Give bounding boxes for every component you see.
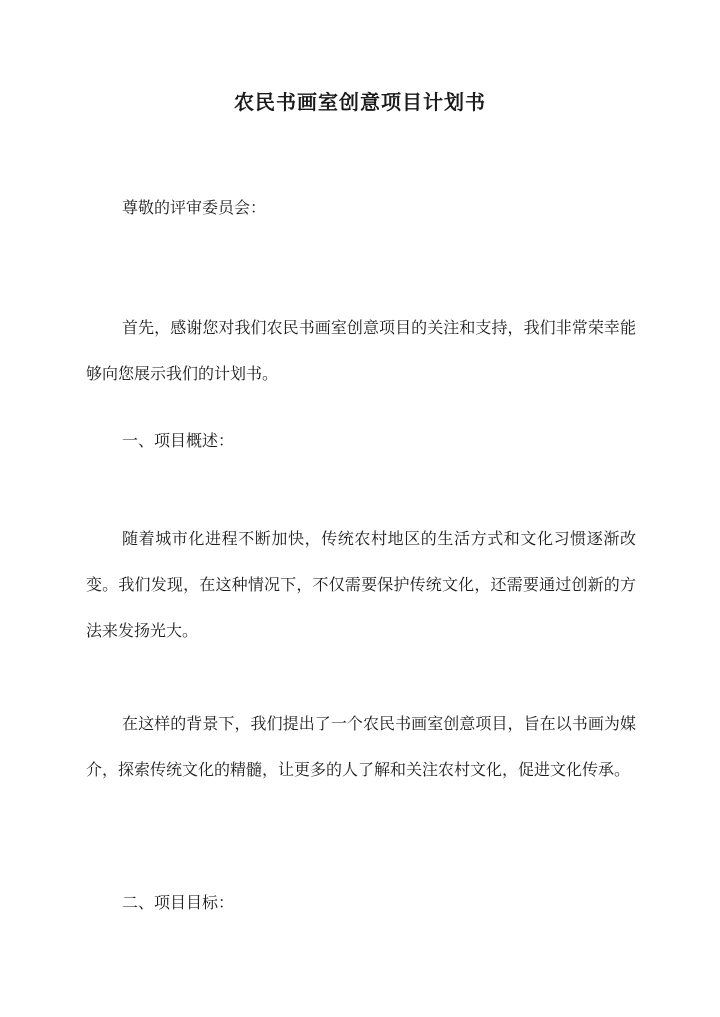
section-heading-overview: 一、项目概述： <box>122 431 235 450</box>
overview-paragraph-1: 随着城市化进程不断加快，传统农村地区的生活方式和文化习惯逐渐改变。我们发现，在这种情况下，不仅需要保护传统文化，还需要通过创新的方法来发扬光大。 <box>86 529 636 640</box>
intro-paragraph: 首先，感谢您对我们农民书画室创意项目的关注和支持，我们非常荣幸能够向您展示我们的计划书。 <box>86 318 636 383</box>
section-heading-goals: 二、项目目标： <box>122 893 235 912</box>
salutation: 尊敬的评审委员会： <box>122 198 267 217</box>
document-title: 农民书画室创意项目计划书 <box>234 90 486 114</box>
overview-paragraph-2: 在这样的背景下，我们提出了一个农民书画室创意项目，旨在以书画为媒介，探索传统文化的精髓，让更多的人了解和关注农村文化，促进文化传承。 <box>86 714 636 779</box>
